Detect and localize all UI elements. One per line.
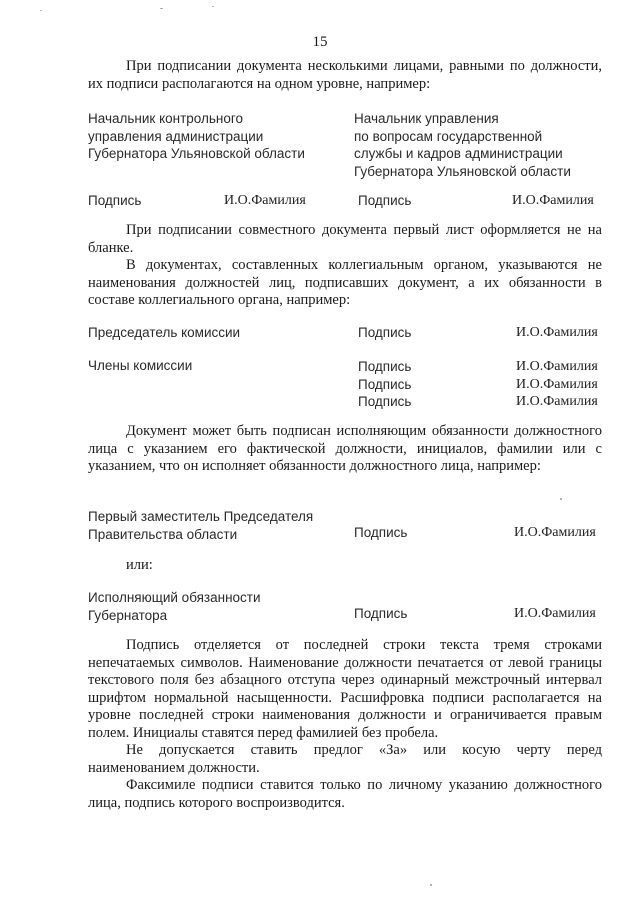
signature-placeholder: Подпись xyxy=(354,606,408,621)
position-line: Исполняющий обязанности xyxy=(88,590,261,605)
signer-name: И.О.Фамилия xyxy=(514,525,596,540)
page-number: 15 xyxy=(312,34,328,50)
example-acting-position xyxy=(88,589,261,624)
position-line: Начальник контрольного xyxy=(88,111,243,126)
position-line: Правительства области xyxy=(88,526,238,542)
signer-name: И.О.Фамилия xyxy=(512,193,594,208)
position-line: Начальник управления xyxy=(354,111,499,126)
signer-name: И.О.Фамилия xyxy=(516,359,598,374)
members-signatures xyxy=(358,358,411,411)
example-left-position xyxy=(88,110,305,163)
paragraph-joint-document: При подписании совместного документа первый лист оформляется не на бланке. В документах, составленных коллегиальным органом, указываются не наименования должностей лиц, подписавших документ, а их обязанности в составе коллегиального органа, например: xyxy=(88,222,602,308)
signature-placeholder: Подпись xyxy=(354,525,408,540)
members-names xyxy=(516,358,598,411)
signature-placeholder: Подпись xyxy=(358,325,412,340)
members-label: Члены комиссии xyxy=(88,358,193,373)
scan-speck xyxy=(160,8,163,9)
example-deputy-position xyxy=(88,508,313,543)
signature-placeholder: Подпись xyxy=(88,193,142,208)
position-line: Губернатора xyxy=(88,607,168,623)
signer-name: И.О.Фамилия xyxy=(516,376,598,392)
position-line: Первый заместитель Председателя xyxy=(88,509,314,524)
signature-placeholder: Подпись xyxy=(358,376,412,392)
signature-placeholder: Подпись xyxy=(358,359,412,374)
signature-placeholder: Подпись xyxy=(358,193,412,208)
example-right-position xyxy=(354,110,571,180)
or-word: или: xyxy=(126,557,153,573)
paragraph-acting-official: Документ может быть подписан исполняющим обязанности должностного лица с указанием его фактической должности, инициалов, фамилии или с указанием, что он исполняет обязанности должностного лица, например: xyxy=(88,423,602,474)
chair-label: Председатель комиссии xyxy=(88,325,241,340)
signature-placeholder: Подпись xyxy=(358,394,412,409)
signer-name: И.О.Фамилия xyxy=(516,325,598,340)
paragraph-signature-rules: Подпись отделяется от последней строки текста тремя строками непечатаемых символов. Наименование должности печатается от левой границы текстового поля без абзацного отступа через одинарный межстрочный интервал шрифтом нормальной насыщенности. Расшифровка подписи располагается на уровне последней строки наименования должности и ограничивается правым полем. Инициалы ставятся перед фамилией без пробела. Не допускается ставить предлог «За» или косую черту перед наименованием должности. Факсимиле подписи ставится только по личному указанию должностного лица, подпись которого воспроизводится. xyxy=(88,637,602,811)
scan-speck xyxy=(430,884,432,886)
position-line: службы и кадров администрации xyxy=(354,146,563,161)
position-line: управления администрации xyxy=(88,128,264,144)
scan-speck xyxy=(212,6,214,7)
signer-name: И.О.Фамилия xyxy=(516,394,598,409)
scan-speck xyxy=(560,498,562,500)
paragraph-equal-signers: При подписании документа несколькими лицами, равными по должности, их подписи располагаются на одном уровне, например: xyxy=(88,58,602,92)
scan-speck xyxy=(40,10,42,11)
position-line: Губернатора Ульяновской области xyxy=(354,163,571,179)
signer-name: И.О.Фамилия xyxy=(514,606,596,621)
position-line: Губернатора Ульяновской области xyxy=(88,146,305,161)
position-line: по вопросам государственной xyxy=(354,128,543,144)
signer-name: И.О.Фамилия xyxy=(224,193,306,208)
